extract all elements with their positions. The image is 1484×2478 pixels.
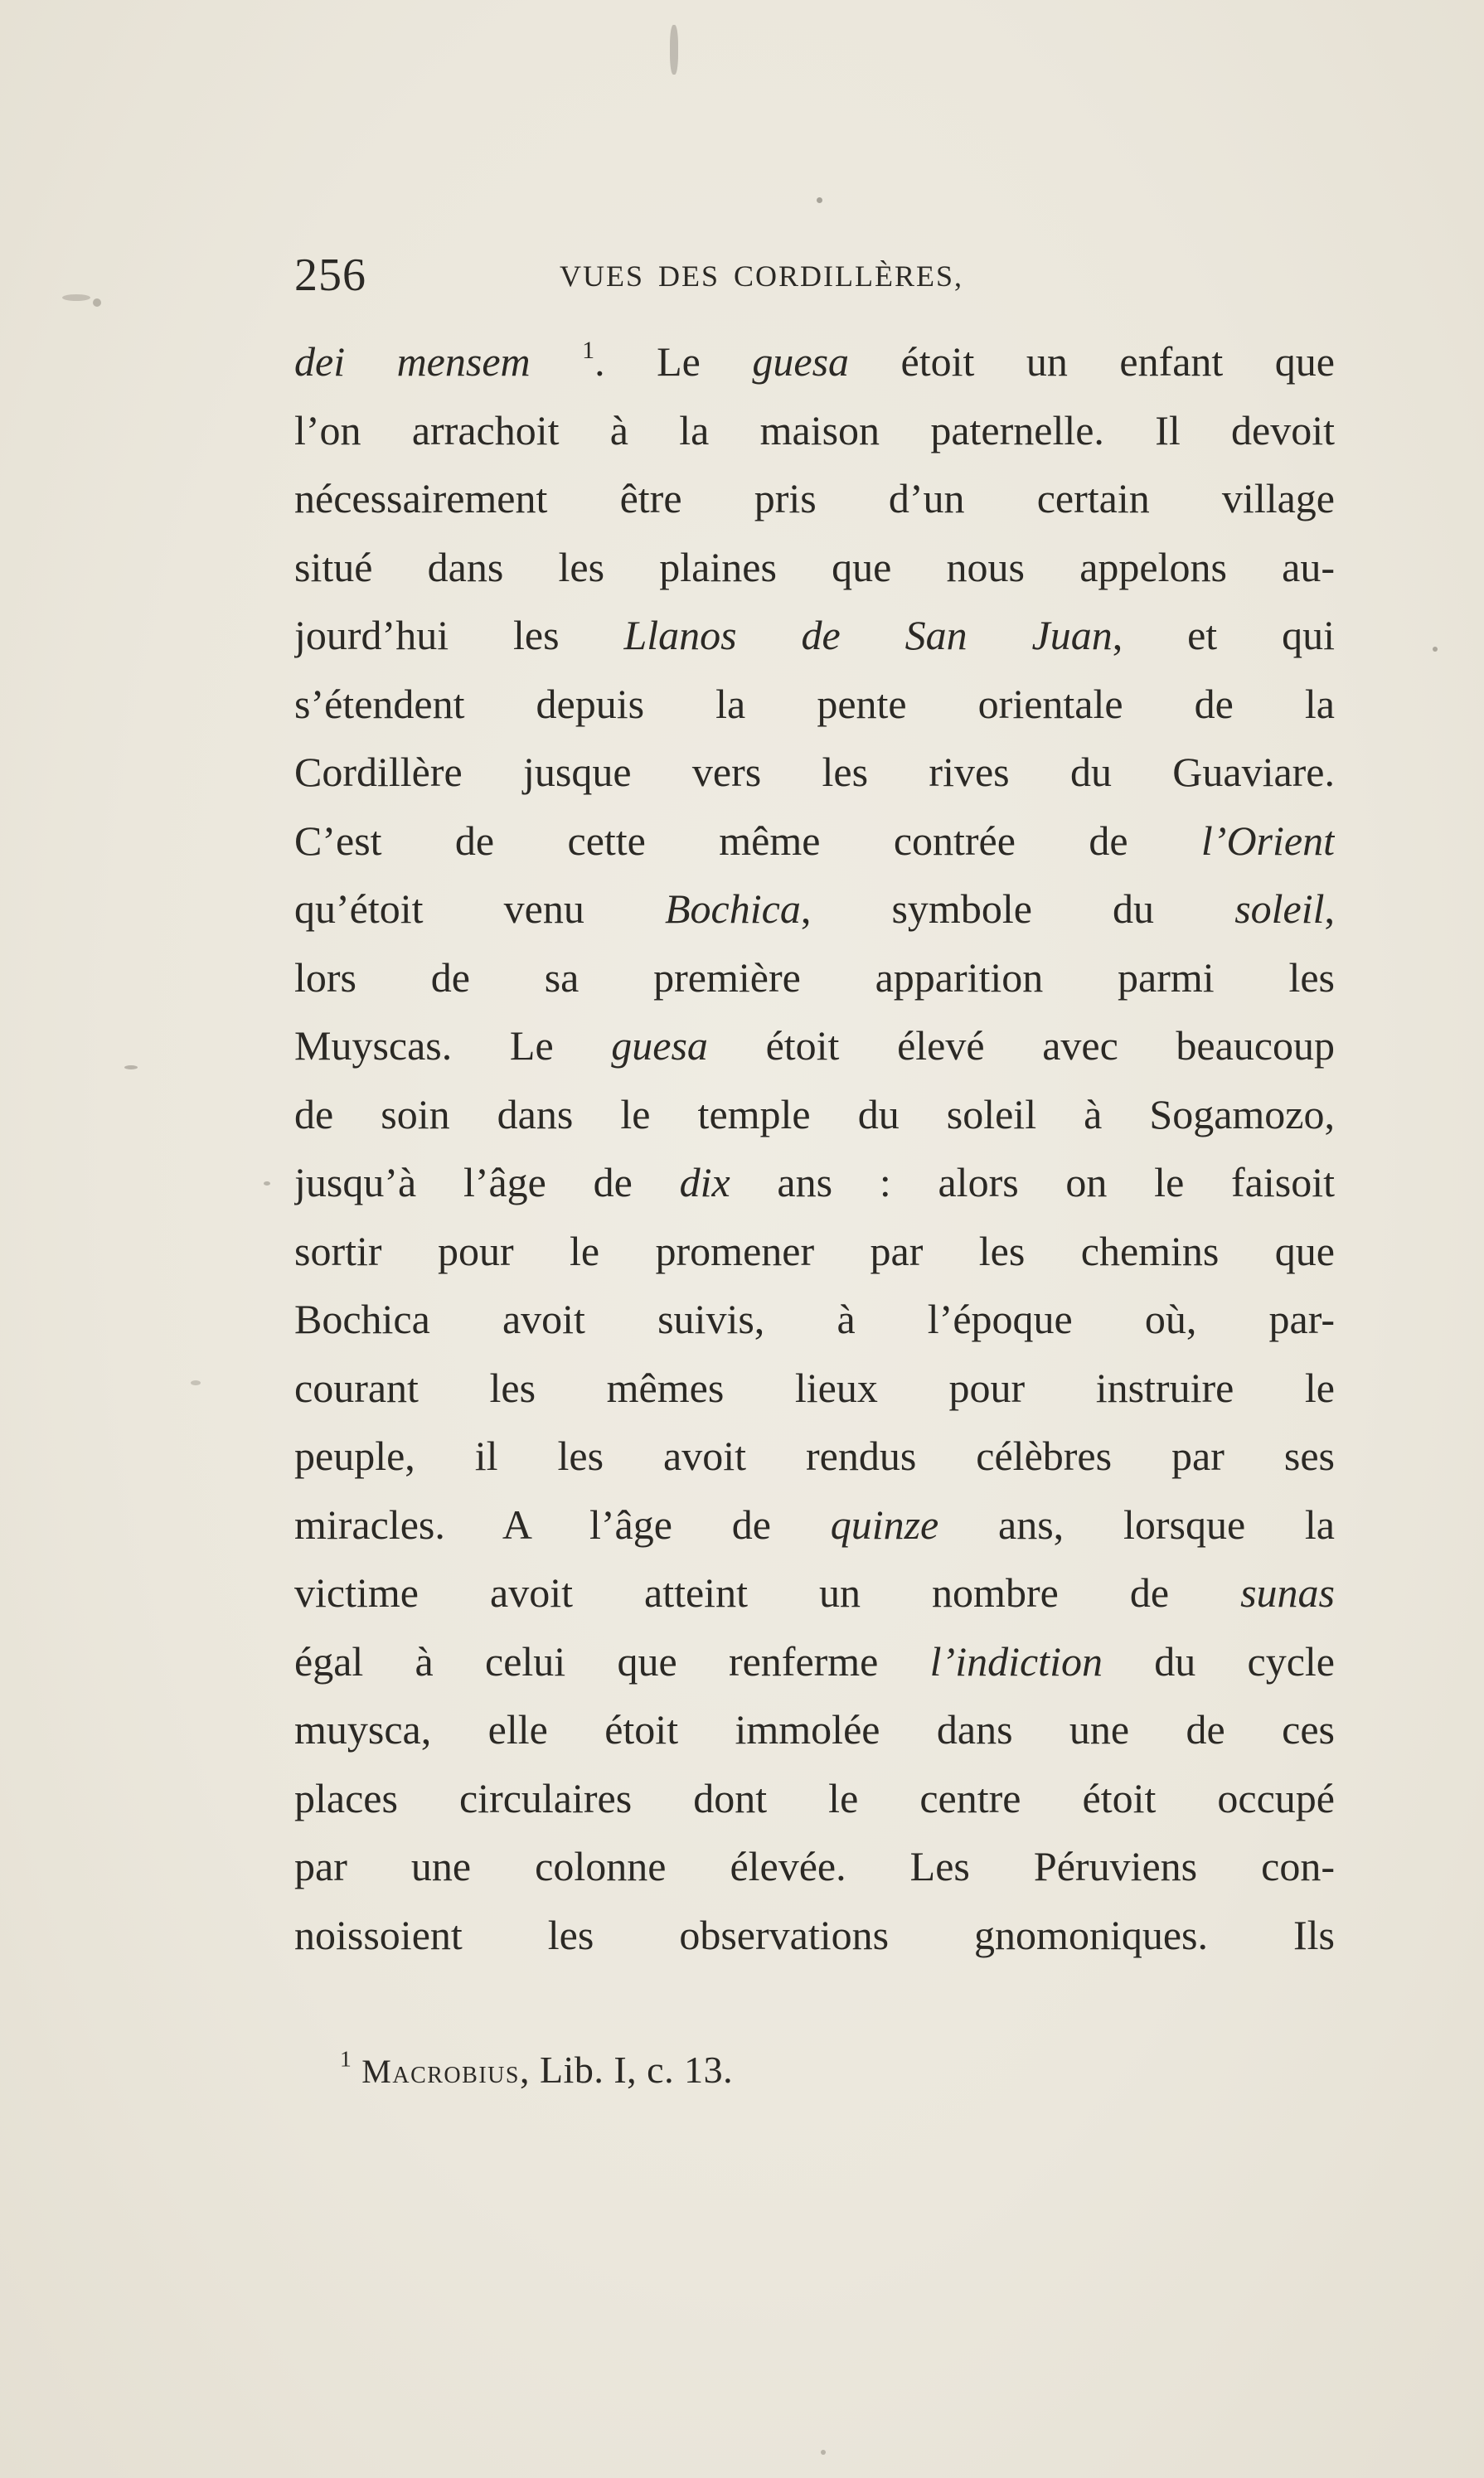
text-run: miracles. A l’âge de xyxy=(294,1501,831,1548)
italic-term: guesa xyxy=(752,338,850,385)
ink-speck xyxy=(1433,647,1438,652)
text-run: C’est de cette même contrée de xyxy=(294,817,1201,864)
running-title: VUES DES CORDILLÈRES, xyxy=(560,259,964,293)
text-run: victime avoit atteint un nombre de xyxy=(294,1569,1241,1616)
text-line xyxy=(294,1559,1335,1627)
text-run: , xyxy=(1324,885,1335,932)
text-line xyxy=(294,1080,1335,1149)
text-line xyxy=(294,1217,1335,1286)
text-run: courant les mêmes lieux pour instruire le xyxy=(294,1364,1335,1411)
body-text xyxy=(294,327,1335,1969)
ink-speck xyxy=(62,294,90,301)
text-line xyxy=(294,1422,1335,1491)
text-line xyxy=(294,1627,1335,1696)
text-run: Bochica avoit suivis, à l’époque où, par- xyxy=(294,1296,1335,1342)
text-run: Muyscas. Le xyxy=(294,1022,612,1069)
text-line xyxy=(294,1764,1335,1833)
footnote-marker: 1 xyxy=(340,2045,352,2072)
text-line xyxy=(294,396,1335,465)
text-run: jusqu’à l’âge de xyxy=(294,1159,680,1205)
text-run: places circulaires dont le centre étoit occupé xyxy=(294,1774,1335,1821)
text-run: peuple, il les avoit rendus célèbres par ses xyxy=(294,1433,1335,1479)
text-line xyxy=(294,875,1335,943)
ink-speck xyxy=(264,1181,270,1186)
text-line xyxy=(294,1491,1335,1559)
italic-term: l’Orient xyxy=(1200,817,1335,864)
text-line xyxy=(294,670,1335,739)
ink-speck xyxy=(817,197,822,203)
text-line xyxy=(294,943,1335,1012)
text-run: sortir pour le promener par les chemins que xyxy=(294,1227,1335,1274)
text-run: s’étendent depuis la pente orientale de la xyxy=(294,680,1335,727)
italic-term: dei mensem xyxy=(294,338,531,385)
text-run: égal à celui que renferme xyxy=(294,1637,930,1685)
italic-term: Bochica xyxy=(665,885,801,932)
text-run: ans, lorsque la xyxy=(938,1501,1335,1548)
text-line xyxy=(294,1832,1335,1901)
text-run: par une colonne élevée. Les Péruviens con- xyxy=(294,1843,1335,1889)
text-line xyxy=(294,1901,1335,1970)
text-run: , symbole du xyxy=(800,885,1235,932)
footnote xyxy=(340,2045,734,2092)
text-run: l’on arrachoit à la maison paternelle. Il devoit xyxy=(294,406,1335,453)
text-run: nécessairement être pris d’un certain village xyxy=(294,475,1335,521)
ink-speck xyxy=(124,1065,138,1069)
text-run xyxy=(531,338,583,385)
text-run: , et qui xyxy=(1112,612,1335,658)
text-line xyxy=(294,327,1335,396)
text-run: étoit un enfant que xyxy=(849,338,1335,385)
page-header xyxy=(294,249,1065,315)
ink-speck xyxy=(821,2450,826,2455)
text-run: lors de sa première apparition parmi les xyxy=(294,953,1335,1001)
text-line xyxy=(294,807,1335,875)
text-run: ans : alors on le faisoit xyxy=(730,1159,1335,1205)
text-run: situé dans les plaines que nous appelons au- xyxy=(294,543,1335,590)
text-line xyxy=(294,1285,1335,1354)
italic-term: sunas xyxy=(1240,1569,1335,1616)
text-line xyxy=(294,1011,1335,1080)
text-run: noissoient les observations gnomoniques. Ils xyxy=(294,1911,1335,1958)
italic-term: quinze xyxy=(830,1501,939,1548)
text-line xyxy=(294,601,1335,670)
footnote-reference: , Lib. I, c. 13. xyxy=(519,2049,734,2091)
text-line xyxy=(294,1148,1335,1217)
text-line xyxy=(294,464,1335,533)
ink-speck xyxy=(670,25,678,75)
footnote-ref: 1 xyxy=(582,337,595,364)
italic-term: l’indiction xyxy=(929,1637,1103,1685)
text-line xyxy=(294,738,1335,807)
text-run: qu’étoit venu xyxy=(294,885,665,932)
italic-term: guesa xyxy=(611,1022,708,1069)
text-run: du cycle xyxy=(1102,1637,1335,1685)
text-line xyxy=(294,1354,1335,1423)
text-run: étoit élevé avec beaucoup xyxy=(707,1022,1335,1069)
text-run: de soin dans le temple du soleil à Sogamozo, xyxy=(294,1090,1335,1137)
footnote-author: Macrobius xyxy=(361,2053,520,2090)
text-line xyxy=(294,1695,1335,1764)
ink-speck xyxy=(93,298,101,307)
text-run: . Le xyxy=(594,338,753,385)
italic-term: soleil xyxy=(1234,885,1325,932)
italic-term: dix xyxy=(679,1159,730,1205)
italic-term: Llanos de San Juan xyxy=(623,612,1113,658)
text-run: jourd’hui les xyxy=(294,612,624,658)
text-run: muysca, elle étoit immolée dans une de ces xyxy=(294,1706,1335,1753)
page-number: 256 xyxy=(294,250,366,301)
text-line xyxy=(294,533,1335,602)
text-run: Cordillère jusque vers les rives du Guaviare. xyxy=(294,749,1335,795)
ink-speck xyxy=(191,1380,201,1385)
